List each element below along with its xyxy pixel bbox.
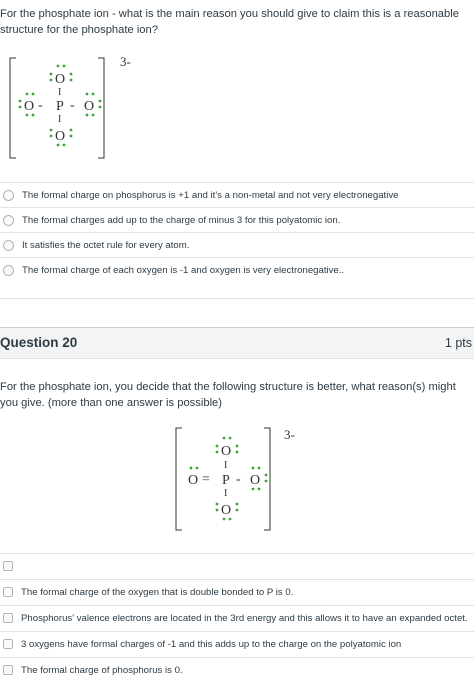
bond-bottom: I	[224, 488, 228, 499]
answer-option[interactable]	[0, 553, 474, 578]
oxygen-left: O	[24, 99, 35, 114]
answer-label: 3 oxygens have formal charges of -1 and this adds up to the charge on the polyatomic ion	[21, 638, 402, 650]
answer-label: The formal charge of each oxygen is -1 and oxygen is very electronegative..	[22, 264, 345, 276]
lewis-structure-1	[6, 54, 146, 166]
ion-charge: 3-	[284, 427, 295, 442]
question-19-prompt: For the phosphate ion - what is the main reason you should give to claim this is a reasonable structure for the phosphate ion?	[0, 8, 459, 36]
oxygen-bottom: O	[221, 503, 232, 518]
left-bracket	[176, 428, 182, 530]
answer-option[interactable]	[0, 579, 474, 604]
oxygen-right: O	[84, 99, 95, 114]
oxygen-right: O	[250, 473, 261, 488]
answer-option[interactable]	[0, 257, 474, 282]
radio-button[interactable]	[3, 240, 14, 251]
bond-right: -	[70, 98, 75, 113]
checkbox[interactable]	[3, 613, 13, 623]
answer-label: It satisfies the octet rule for every atom.	[22, 239, 190, 251]
answer-option[interactable]	[0, 631, 474, 656]
answer-label: The formal charge on phosphorus is +1 and it's a non-metal and not very electronegative	[22, 189, 399, 201]
checkbox[interactable]	[3, 665, 13, 675]
checkbox[interactable]	[3, 587, 13, 597]
bond-top: I	[224, 460, 228, 471]
oxygen-left: O	[188, 473, 199, 488]
answer-option[interactable]	[0, 657, 474, 682]
right-bracket	[98, 58, 104, 158]
oxygen-top: O	[221, 444, 232, 459]
answer-option[interactable]	[0, 605, 474, 630]
question-points: 1 pts	[444, 336, 472, 350]
left-bracket	[10, 58, 16, 158]
checkbox[interactable]	[3, 561, 13, 571]
radio-button[interactable]	[3, 190, 14, 201]
answer-label: Phosphorus' valence electrons are located in the 3rd energy and this allows it to have an expanded octet.	[21, 612, 468, 624]
answer-option[interactable]	[0, 182, 474, 207]
bond-left: -	[38, 98, 43, 113]
answer-option[interactable]	[0, 207, 474, 232]
oxygen-top: O	[55, 72, 66, 87]
bond-right: -	[236, 472, 241, 487]
lewis-structure-2	[172, 424, 312, 536]
right-bracket	[264, 428, 270, 530]
question-header	[0, 327, 474, 359]
double-bond-left: =	[202, 472, 210, 487]
checkbox[interactable]	[3, 639, 13, 649]
phosphorus: P	[56, 99, 64, 114]
oxygen-bottom: O	[55, 129, 66, 144]
bond-top: I	[58, 87, 62, 98]
question-20-prompt: For the phosphate ion, you decide that the following structure is better, what reason(s) might you give. (more than one answer is possible)	[0, 381, 456, 409]
radio-button[interactable]	[3, 215, 14, 226]
ion-charge: 3-	[120, 54, 131, 69]
question-title: Question 20	[0, 335, 78, 350]
answer-label: The formal charge of phosphorus is 0.	[21, 664, 183, 676]
phosphorus: P	[222, 473, 230, 488]
bond-bottom: I	[58, 114, 62, 125]
radio-button[interactable]	[3, 265, 14, 276]
divider	[0, 298, 474, 299]
answer-option[interactable]	[0, 232, 474, 257]
answer-label: The formal charges add up to the charge of minus 3 for this polyatomic ion.	[22, 214, 341, 226]
answer-label: The formal charge of the oxygen that is double bonded to P is 0.	[21, 586, 294, 598]
